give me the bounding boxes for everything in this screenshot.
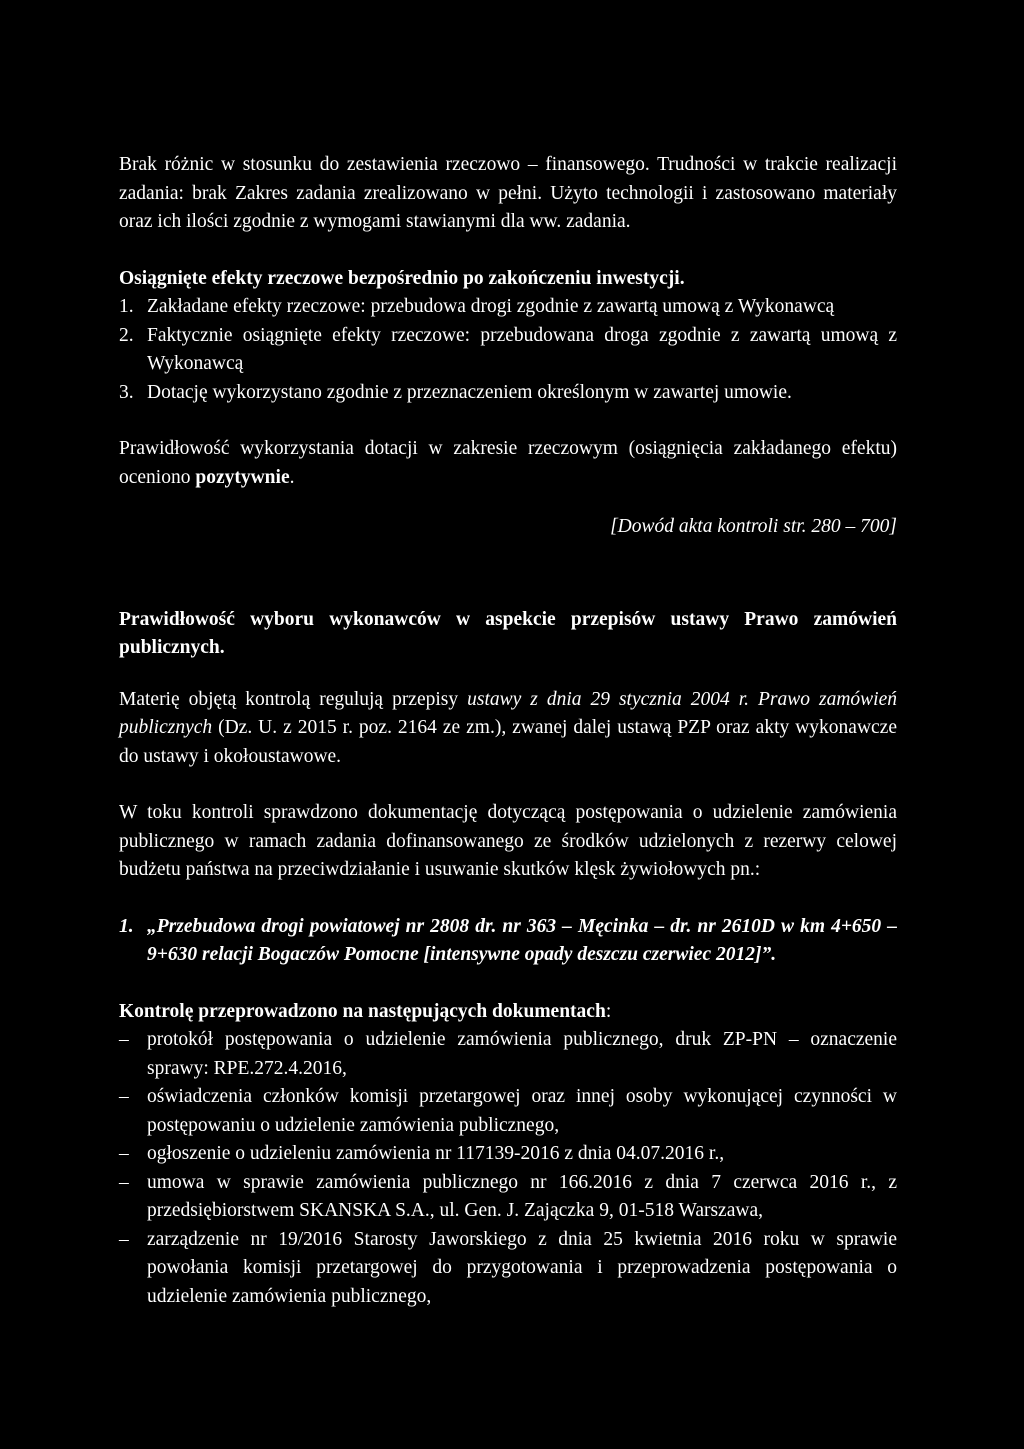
dash-marker: – — [119, 1143, 129, 1164]
docs-heading — [119, 998, 897, 1027]
list-text: protokół postępowania o udzielenie zamówienia publicznego, druk ZP-PN – oznaczenie sprawy: RPE.272.4.2016, — [147, 1029, 897, 1079]
docs-heading-text: Kontrolę przeprowadzono na następujących dokumentach — [119, 1000, 606, 1022]
list-text: Dotację wykorzystano zgodnie z przeznaczeniem określonym w zawartej umowie. — [147, 381, 792, 403]
effects-list — [119, 293, 897, 407]
list-text: umowa w sprawie zamówienia publicznego nr 166.2016 z dnia 7 czerwca 2016 r., z przedsiębiorstwem SKANSKA S.A., ul. Gen. J. Zajączka 9, 01-518 Warszawa, — [147, 1171, 897, 1221]
assessment-result: pozytywnie — [195, 466, 290, 488]
task-item — [119, 913, 897, 970]
list-number: 3. — [119, 381, 134, 403]
list-text: Faktycznie osiągnięte efekty rzeczowe: przebudowana droga zgodnie z zawartą umową z Wykonawcą — [147, 324, 897, 374]
list-item — [119, 322, 897, 379]
list-item — [119, 1169, 897, 1226]
list-text: zarządzenie nr 19/2016 Starosty Jaworskiego z dnia 25 kwietnia 2016 roku w sprawie powołania komisji przetargowej do przygotowania i przeprowadzenia postępowania o udzielenie zamówienia publicznego, — [147, 1228, 897, 1307]
legal-text: Materię objętą kontrolą regulują przepisy — [119, 688, 468, 710]
list-item — [119, 1083, 897, 1140]
docs-heading-colon: : — [605, 1000, 612, 1022]
list-item — [119, 293, 897, 322]
list-item — [119, 1026, 897, 1083]
list-item — [119, 1140, 897, 1169]
document-page — [119, 151, 897, 1311]
dash-marker: – — [119, 1171, 129, 1193]
paragraph-legal-basis — [119, 686, 897, 772]
list-item — [119, 379, 897, 408]
paragraph-summary: Brak różnic w stosunku do zestawienia rzeczowo – finansowego. Trudności w trakcie realizacji zadania: brak Zakres zadania zrealizowano w pełni. Użyto technologii i zastosowano materiały oraz ich ilości zgodnie z wymogami stawianymi dla ww. zadania. — [119, 154, 897, 232]
section-heading: Prawidłowość wyboru wykonawców w aspekcie przepisów ustawy Prawo zamówień publicznych. — [119, 608, 897, 658]
dash-marker: – — [119, 1228, 129, 1250]
documents-list — [119, 1026, 897, 1311]
assessment-text: Prawidłowość wykorzystania dotacji w zakresie rzeczowym (osiągnięcia zakładanego efektu) oceniono — [119, 438, 897, 488]
list-text: Zakładane efekty rzeczowe: przebudowa drogi zgodnie z zawartą umową z Wykonawcą — [147, 296, 835, 317]
effects-heading: Osiągnięte efekty rzeczowe bezpośrednio po zakończeniu inwestycji. — [119, 267, 685, 289]
evidence-reference: [Dowód akta kontroli str. 280 – 700] — [610, 516, 897, 537]
paragraph-control-scope: W toku kontroli sprawdzono dokumentację dotyczącą postępowania o udzielenie zamówienia publicznego w ramach zadania dofinansowanego ze środków udzielonych z rezerwy celowej budżetu państwa na przeciwdziałanie i usuwanie skutków klęsk żywiołowych pn.: — [119, 802, 897, 880]
task-number: 1. — [119, 915, 134, 937]
list-number: 2. — [119, 324, 134, 346]
dash-marker: – — [119, 1086, 129, 1107]
paragraph-assessment — [119, 435, 897, 492]
list-text: ogłoszenie o udzieleniu zamówienia nr 117139-2016 z dnia 04.07.2016 r., — [147, 1143, 725, 1164]
list-number: 1. — [119, 296, 134, 317]
act-title: ustawy z dnia 29 stycznia 2004 r. Prawo zamówień publicznych — [119, 688, 897, 738]
legal-text-rest: (Dz. U. z 2015 r. poz. 2164 ze zm.), zwanej dalej ustawą PZP oraz akty wykonawcze do ustawy i okołoustawowe. — [119, 717, 897, 767]
task-title: „Przebudowa drogi powiatowej nr 2808 dr. nr 363 – Męcinka – dr. nr 2610D w km 4+650 – 9+630 relacji Bogaczów Pomocne [intensywne opady deszczu czerwiec 2012]”. — [147, 915, 897, 965]
dash-marker: – — [119, 1029, 129, 1050]
assessment-period: . — [289, 466, 295, 488]
list-text: oświadczenia członków komisji przetargowej oraz innej osoby wykonującej czynności w postępowaniu o udzielenie zamówienia publicznego, — [147, 1086, 897, 1136]
list-item — [119, 1226, 897, 1312]
